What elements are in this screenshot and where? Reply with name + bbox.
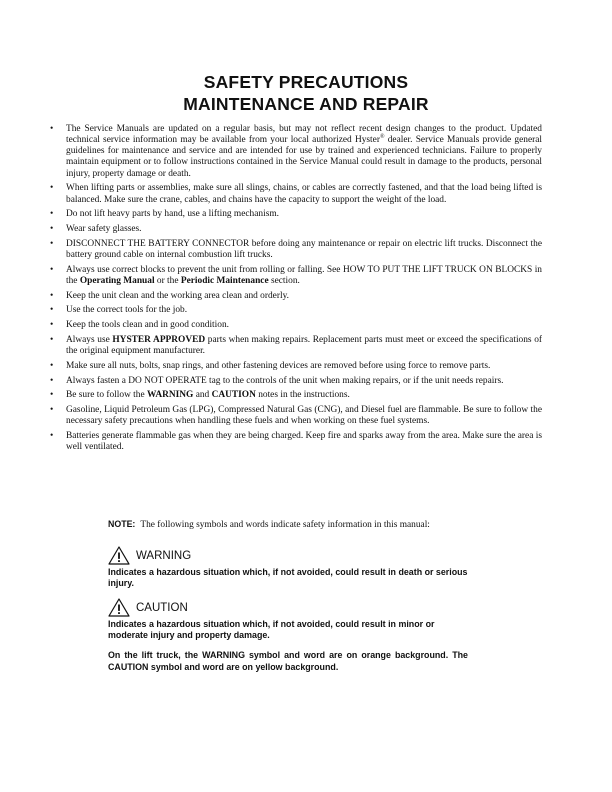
safety-precautions-list [50, 124, 542, 457]
manual-reference: Operating Manual [79, 275, 155, 286]
list-item: • Keep the unit clean and the working area clean and orderly. [50, 290, 289, 301]
bullet-marker: • [50, 224, 54, 235]
page-title-line-2: MAINTENANCE AND REPAIR [183, 94, 429, 114]
bullet-marker: • [50, 124, 54, 134]
bullet-marker: • [50, 238, 54, 249]
bullet-marker: • [50, 375, 54, 386]
warning-triangle-icon [108, 546, 130, 565]
warning-triangle-icon [108, 598, 130, 617]
bullet-marker: • [50, 209, 54, 220]
warning-text: Indicates a hazardous situation which, if not avoided, could result in death or serious injury. [108, 566, 468, 588]
bullet-marker: • [50, 405, 54, 415]
caution-header [108, 598, 468, 618]
bullet-marker: • [50, 183, 54, 194]
manual-reference: Periodic Maintenance [180, 275, 269, 286]
list-item: • DISCONNECT THE BATTERY CONNECTOR before doing any maintenance or repair on electric lift trucks. Disconnect the battery ground cable on internal combustion lift trucks. [50, 238, 542, 260]
bullet-marker: • [50, 264, 54, 275]
bullet-marker: • [50, 290, 54, 301]
list-item: • When lifting parts or assemblies, make sure all slings, chains, or cables are correctly fastened, and that the load being lifted is balanced. Make sure the crane, cables, and chains have the capacity to support the weight of the load. [50, 183, 542, 205]
bullet-marker: • [50, 360, 54, 371]
emphasis-text: CAUTION [211, 390, 256, 401]
bullet-marker: • [50, 390, 54, 401]
caution-word: CAUTION [136, 601, 188, 614]
warning-word: WARNING [136, 549, 192, 562]
warning-header [108, 546, 468, 566]
list-item: • Always use HYSTER APPROVED parts when making repairs. Replacement parts must meet or exceed the specifications of the original equipment manufacturer. [50, 334, 542, 356]
list-item: • Always use correct blocks to prevent the unit from rolling or falling. See HOW TO PUT THE LIFT TRUCK ON BLOCKS in the Operating Manual or the Periodic Maintenance section. [50, 264, 542, 286]
registered-mark: ® [379, 134, 385, 141]
bullet-marker: • [50, 320, 54, 331]
list-item: • Wear safety glasses. [50, 224, 142, 235]
list-item: • Do not lift heavy parts by hand, use a lifting mechanism. [50, 209, 279, 220]
bullet-marker: • [50, 334, 54, 345]
emphasis-text: WARNING [146, 390, 194, 401]
list-item: • Make sure all nuts, bolts, snap rings, and other fastening devices are removed before using force to remove parts. [50, 360, 491, 371]
list-item: • Use the correct tools for the job. [50, 305, 188, 316]
list-item: • Batteries generate flammable gas when they are being charged. Keep fire and sparks away from the area. Make sure the area is well ventilated. [50, 430, 542, 453]
page-title-line-1: SAFETY PRECAUTIONS [203, 72, 409, 92]
bullet-marker: • [50, 430, 54, 441]
emphasis-text: HYSTER APPROVED [112, 334, 206, 345]
list-item: • The Service Manuals are updated on a regular basis, but may not reflect recent design changes to the product. Updated technical service information may be available from your local authorized Hyster® dealer. Service Manuals provide general guidelines for maintenance and service and are intended for use by trained and experienced technicians. Failure to properly maintain equipment or to follow instructions contained in the Service Manual could result in damage to the products, personal injury, property damage or death. [50, 124, 543, 179]
note-paragraph [108, 519, 468, 532]
note-label: NOTE: [108, 519, 136, 529]
list-item: • Always fasten a DO NOT OPERATE tag to the controls of the unit when making repairs, or if the unit needs repairs. [50, 375, 504, 386]
caution-text: Indicates a hazardous situation which, if not avoided, could result in minor or moderate injury and property damage. [108, 618, 435, 641]
list-item: • Gasoline, Liquid Petroleum Gas (LPG), Compressed Natural Gas (CNG), and Diesel fuel are flammable. Be sure to follow the necessary safety precautions when handling these fuels and when working on these fuel systems. [50, 405, 542, 427]
list-item: • Be sure to follow the WARNING and CAUTION notes in the instructions. [50, 390, 350, 401]
symbol-color-note: On the lift truck, the WARNING symbol and word are on orange background. The CAUTION symbol and word are on yellow background. [108, 650, 468, 672]
note-text: The following symbols and words indicate safety information in this manual: [140, 520, 430, 530]
safety-notes-section [108, 519, 468, 673]
list-item: • Keep the tools clean and in good condition. [50, 320, 229, 331]
bullet-marker: • [50, 305, 54, 316]
